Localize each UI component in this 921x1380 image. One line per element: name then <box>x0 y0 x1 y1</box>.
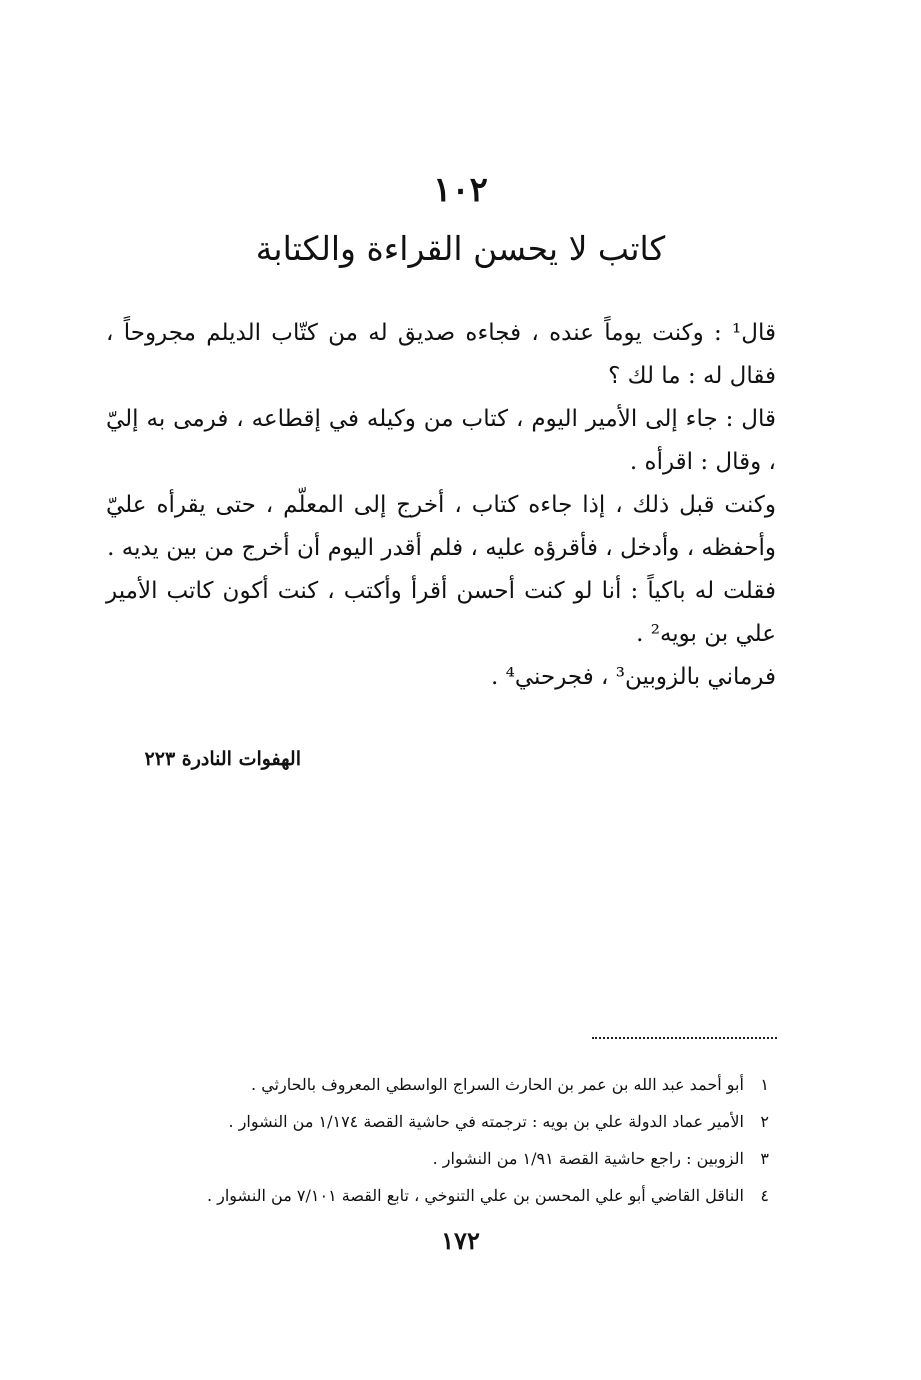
paragraph-2: قال : جاء إلى الأمير اليوم ، كتاب من وكيله في إقطاعه ، فرمى به إليّ ، وقال : اقرأه . <box>106 406 776 475</box>
footnote-text: الناقل القاضي أبو علي المحسن بن علي التنوخي ، تابع القصة ٧/١٠١ من النشوار . <box>206 1186 744 1205</box>
story-number: ١٠٢ <box>433 170 488 210</box>
paragraph-1: قال¹ : وكنت يوماً عنده ، فجاءه صديق له من كتّاب الديلم مجروحاً ، فقال له : ما لك ؟ <box>106 320 776 389</box>
footnote-2 <box>129 1103 769 1140</box>
footnote-text: الأمير عماد الدولة علي بن بويه : ترجمته في حاشية القصة ١/١٧٤ من النشوار . <box>228 1112 744 1131</box>
paragraph-4: فقلت له باكياً : أنا لو كنت أحسن أقرأ وأكتب ، كنت أكون كاتب الأمير علي بن بويه² . <box>106 578 776 647</box>
paragraph-3: وكنت قبل ذلك ، إذا جاءه كتاب ، أخرج إلى المعلّم ، حتى يقرأه عليّ وأحفظه ، وأدخل ، فأقرؤه عليه ، فلم أقدر اليوم أن أخرج من بين يديه . <box>106 492 776 561</box>
footnote-number: ١ <box>760 1075 769 1094</box>
footnote-3 <box>129 1140 769 1177</box>
story-body <box>106 312 776 699</box>
paragraph-5: فرماني بالزوبين³ ، فجرحني⁴ . <box>491 664 776 690</box>
footnote-1 <box>129 1066 769 1103</box>
footnote-separator <box>592 1037 777 1039</box>
footnote-text: الزوبين : راجع حاشية القصة ١/٩١ من النشوار . <box>432 1149 744 1168</box>
footnote-number: ٣ <box>760 1149 769 1168</box>
footnote-4 <box>129 1177 769 1214</box>
page-number: ١٧٢ <box>441 1226 480 1255</box>
footnote-number: ٢ <box>760 1112 769 1131</box>
footnotes <box>129 1066 769 1214</box>
story-title: كاتب لا يحسن القراءة والكتابة <box>255 229 666 268</box>
footnote-text: أبو أحمد عبد الله بن عمر بن الحارث السراج الواسطي المعروف بالحارثي . <box>251 1075 744 1094</box>
source-citation: الهفوات النادرة ٢٢٣ <box>144 748 301 770</box>
footnote-number: ٤ <box>760 1186 769 1205</box>
